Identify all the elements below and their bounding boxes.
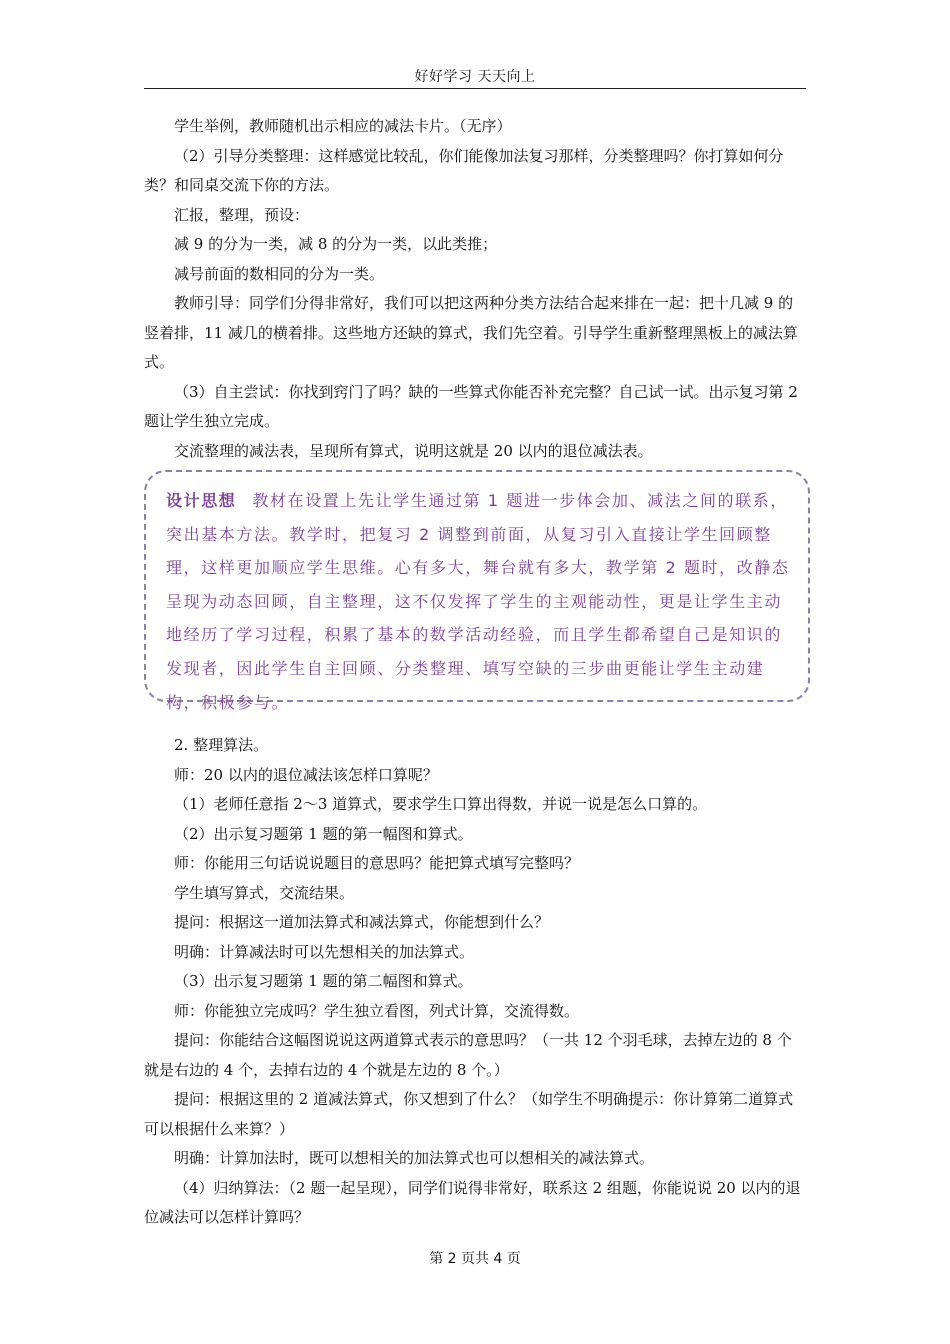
paragraph: 提问：你能结合这幅图说说这两道算式表示的意思吗？（一共 12 个羽毛球，去掉左边的 8 个就是右边的 4 个，去掉右边的 4 个就是左边的 8 个。） xyxy=(144,1031,792,1079)
design-thought-box xyxy=(144,470,810,712)
paragraph: 明确：计算减法时可以先想相关的加法算式。 xyxy=(174,942,475,961)
content-top xyxy=(144,112,806,466)
paragraph: 师：你能用三句话说说题目的意思吗？能把算式填写完整吗？ xyxy=(174,854,580,872)
header-title: 好好学习 天天向上 xyxy=(414,69,536,85)
paragraph: （1）老师任意指 2～3 道算式，要求学生口算出得数，并说一说是怎么口算的。 xyxy=(174,795,708,813)
paragraph: 减号前面的数相同的分为一类。 xyxy=(174,264,385,283)
design-thought-text: 教材在设置上先让学生通过第 1 题进一步体会加、减法之间的联系，突出基本方法。教学时，把复习 2 调整到前面，从复习引入直接让学生回顾整理，这样更加顺应学生思维。心有多大，舞台就有多大，教学第 2 题时，改静态呈现为动态回顾，自主整理，这不仅发挥了学生的主观能动性，更是让学生主动地经历了学习过程，积累了基本的数学活动经验，而且学生都希望自己是知识的发现者，因此学生自主回顾、分类整理、填写空缺的三步曲更能让学生主动建构，积极参与。 xyxy=(166,491,790,712)
paragraph: 学生填写算式，交流结果。 xyxy=(174,883,355,902)
paragraph: 师：你能独立完成吗？学生独立看图，列式计算，交流得数。 xyxy=(174,1001,580,1020)
page-header xyxy=(144,66,806,89)
paragraph: 减 9 的分为一类，减 8 的分为一类，以此类推； xyxy=(174,235,498,253)
paragraph: 提问：根据这一道加法算式和减法算式，你能想到什么？ xyxy=(174,913,550,931)
paragraph: 师：20 以内的退位减法该怎样口算呢？ xyxy=(174,765,438,784)
paragraph: 汇报，整理，预设： xyxy=(174,205,310,224)
paragraph: 学生举例，教师随机出示相应的减法卡片。（无序） xyxy=(174,117,512,135)
design-thought-title: 设计思想 xyxy=(166,491,237,510)
paragraph: 明确：计算加法时，既可以想相关的加法算式也可以想相关的减法算式。 xyxy=(174,1149,655,1167)
page-number: 第 2 页共 4 页 xyxy=(429,1251,521,1267)
page-footer xyxy=(0,1248,950,1268)
content-bottom xyxy=(144,731,806,1233)
paragraph: （4）归纳算法：（2 题一起呈现），同学们说得非常好，联系这 2 组题，你能说说 20 以内的退位减法可以怎样计算吗？ xyxy=(144,1178,801,1226)
paragraph: 教师引导：同学们分得非常好，我们可以把这两种分类方法结合起来排在一起：把十几减 9 的竖着排，11 减几的横着排。这些地方还缺的算式，我们先空着。引导学生重新整理黑板上的减法算式。 xyxy=(144,294,798,371)
paragraph: （3）出示复习题第 1 题的第二幅图和算式。 xyxy=(174,972,473,990)
paragraph: 交流整理的减法表，呈现所有算式，说明这就是 20 以内的退位减法表。 xyxy=(174,441,653,460)
paragraph: 2. 整理算法。 xyxy=(174,736,269,754)
paragraph: 提问：根据这里的 2 道减法算式，你又想到了什么？（如学生不明确提示：你计算第二道算式可以根据什么来算？） xyxy=(144,1090,794,1138)
paragraph: （3）自主尝试：你找到窍门了吗？缺的一些算式你能否补充完整？自己试一试。出示复习第 2 题让学生独立完成。 xyxy=(144,382,798,430)
paragraph: （2）引导分类整理：这样感觉比较乱，你们能像加法复习那样，分类整理吗？你打算如何分类？和同桌交流下你的方法。 xyxy=(144,146,784,194)
paragraph: （2）出示复习题第 1 题的第一幅图和算式。 xyxy=(174,824,473,843)
